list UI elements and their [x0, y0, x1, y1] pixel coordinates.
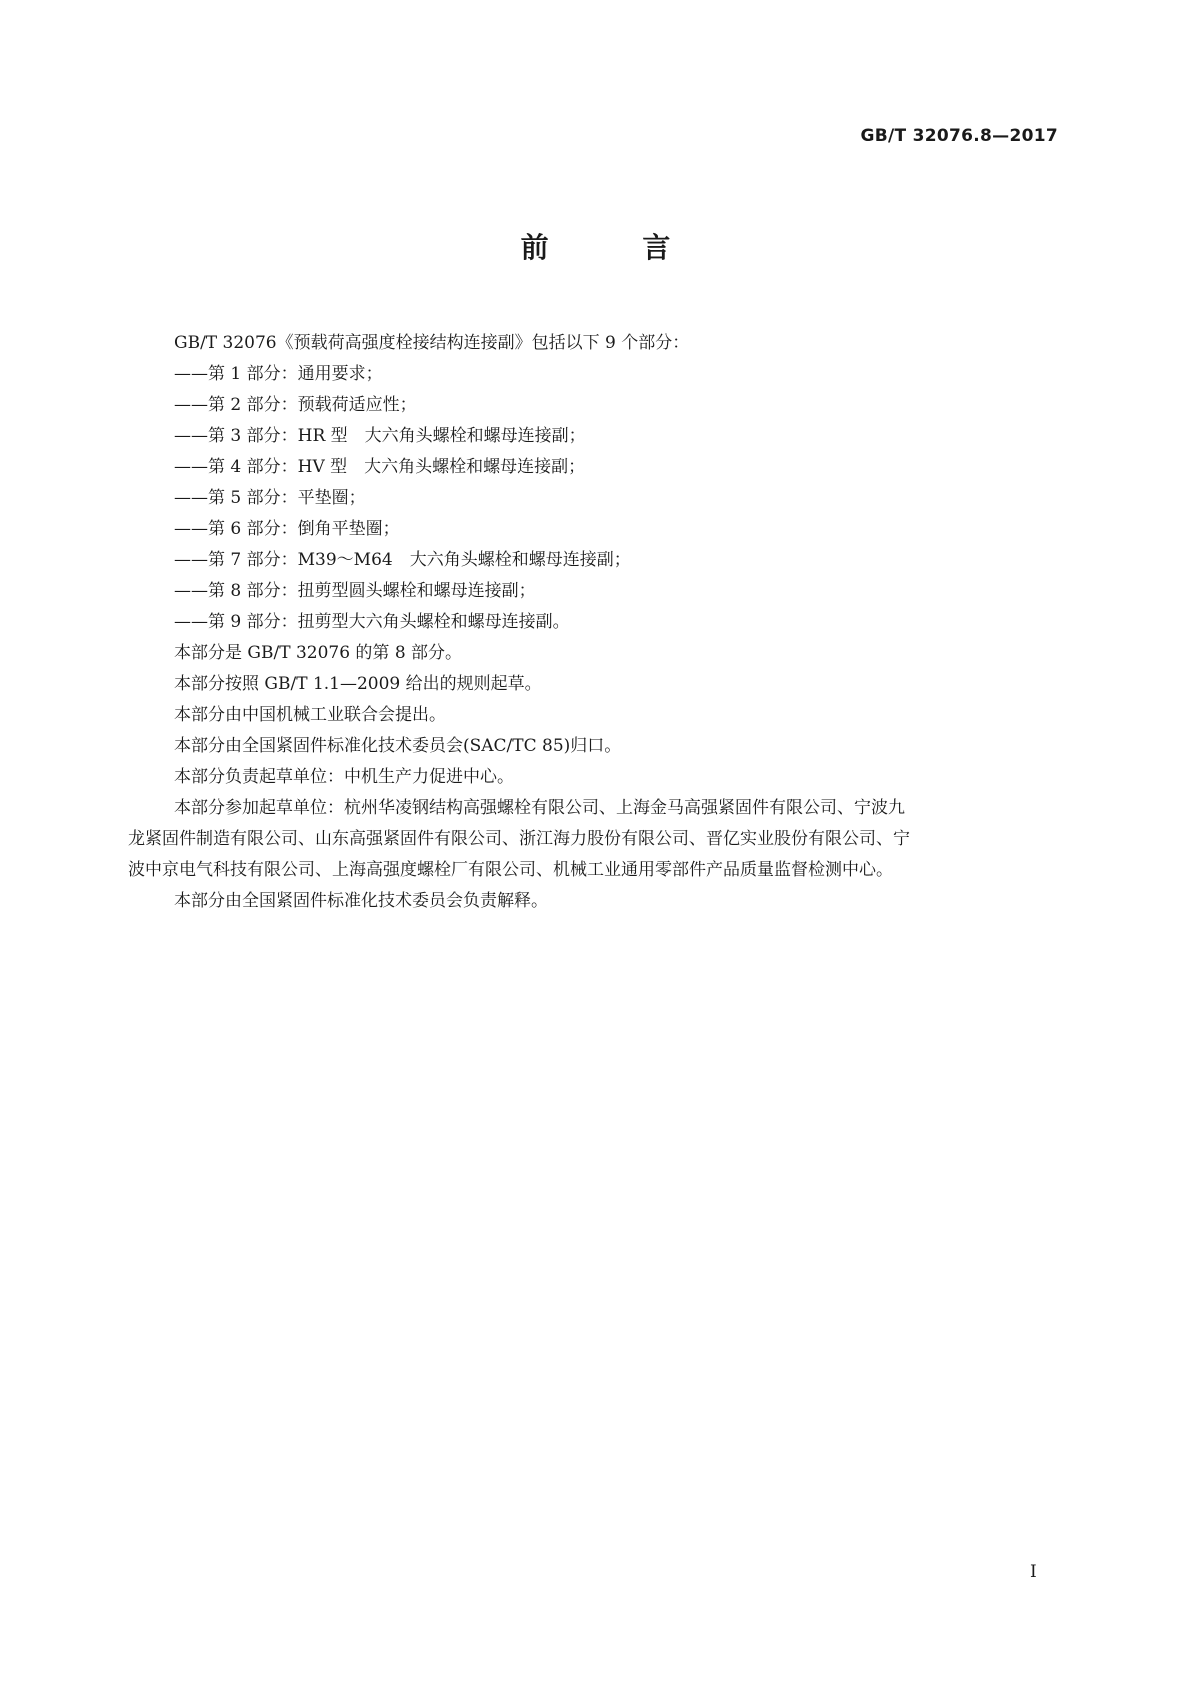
participating-drafters-line-2: 龙紧固件制造有限公司、山东高强紧固件有限公司、浙江海力股份有限公司、晋亿实业股份有限公司、宁 [128, 829, 910, 849]
proposer-statement: 本部分由中国机械工业联合会提出。 [174, 705, 446, 725]
document-body [128, 328, 1061, 917]
list-item-part-1: ——第 1 部分：通用要求； [174, 364, 383, 384]
list-item-part-6: ——第 6 部分：倒角平垫圈； [174, 519, 400, 539]
interpretation-statement: 本部分由全国紧固件标准化技术委员会负责解释。 [174, 891, 548, 911]
list-item-part-3: ——第 3 部分：HR 型 大六角头螺栓和螺母连接副； [174, 426, 586, 446]
participating-drafters-line-1: 本部分参加起草单位：杭州华凌钢结构高强螺栓有限公司、上海金马高强紧固件有限公司、宁波九 [174, 798, 905, 818]
page-title: 前 言 [520, 231, 713, 264]
participating-drafters-line-3: 波中京电气科技有限公司、上海高强度螺栓厂有限公司、机械工业通用零部件产品质量监督检测中心。 [128, 860, 893, 880]
list-item-part-2: ——第 2 部分：预载荷适应性； [174, 395, 417, 415]
list-item-part-8: ——第 8 部分：扭剪型圆头螺栓和螺母连接副； [174, 581, 536, 601]
part-statement: 本部分是 GB/T 32076 的第 8 部分。 [174, 643, 463, 663]
drafting-rules-statement: 本部分按照 GB/T 1.1—2009 给出的规则起草。 [174, 674, 542, 694]
centralized-by-statement: 本部分由全国紧固件标准化技术委员会(SAC/TC 85)归口。 [174, 736, 622, 756]
page-number: I [1030, 1562, 1037, 1582]
list-item-part-4: ——第 4 部分：HV 型 大六角头螺栓和螺母连接副； [174, 457, 586, 477]
responsible-drafter-statement: 本部分负责起草单位：中机生产力促进中心。 [174, 767, 514, 787]
document-code: GB/T 32076.8—2017 [860, 126, 1058, 146]
intro-paragraph: GB/T 32076《预载荷高强度栓接结构连接副》包括以下 9 个部分： [174, 333, 690, 353]
list-item-part-5: ——第 5 部分：平垫圈； [174, 488, 366, 508]
list-item-part-9: ——第 9 部分：扭剪型大六角头螺栓和螺母连接副。 [174, 612, 570, 632]
list-item-part-7: ——第 7 部分：M39～M64 大六角头螺栓和螺母连接副； [174, 550, 631, 570]
